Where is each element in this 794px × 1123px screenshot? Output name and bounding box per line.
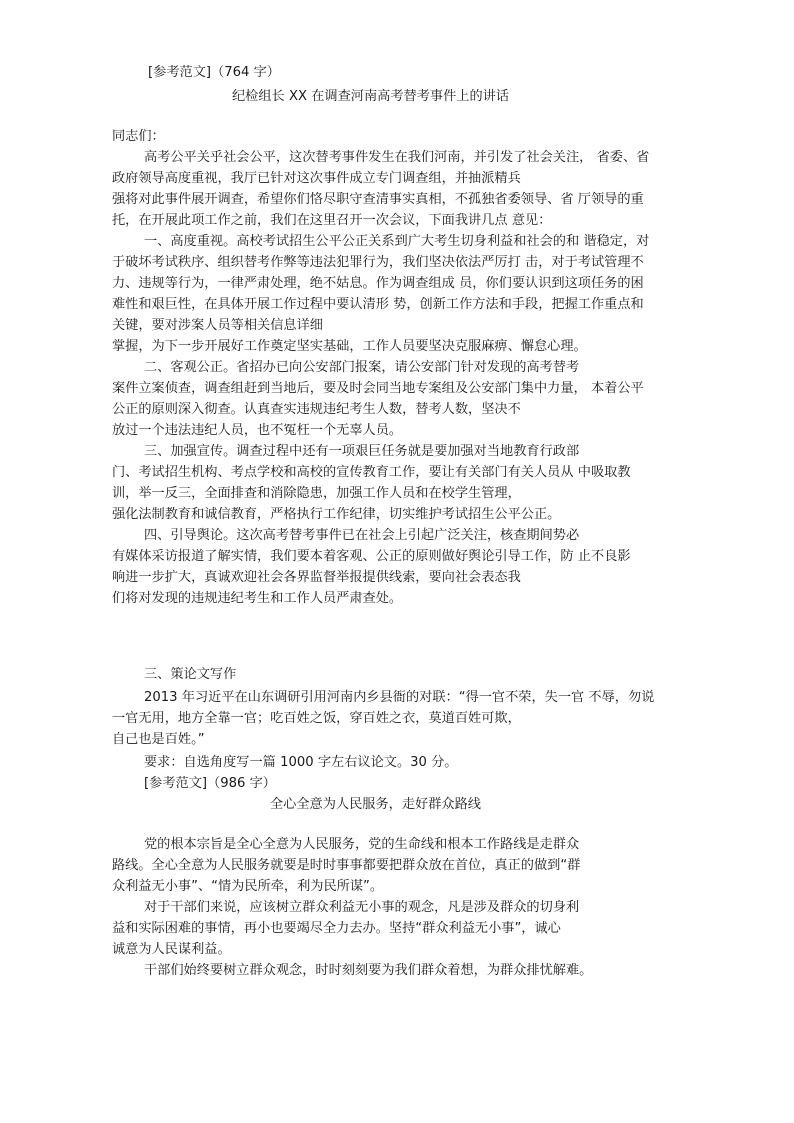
prompt-line: 2013 年习近平在山东调研引用河南内乡县衙的对联：“得一官不荣，失一官 不辱，勿说 <box>144 690 655 705</box>
body-line: 难性和艰巨性，在具体开展工作过程中要认清形 势，创新工作方法和手段，把握工作重点和 <box>112 297 644 312</box>
essay-line: 路线。全心全意为人民服务就要是时时事事都要把群众放在首位，真正的做到“群 <box>112 858 581 873</box>
body-line: 有媒体采访报道了解实情，我们要本着客观、公正的原则做好舆论引导工作，防 止不良影 <box>112 549 631 564</box>
body-line: 强将对此事件展开调查，希望你们恪尽职守查清事实真相，不孤独省委领导、省 厅领导的重 <box>112 192 644 207</box>
body-line: 强化法制教育和诚信教育，严格执行工作纪律，切实维护考试招生公平公正。 <box>112 507 561 522</box>
prompt-line: 自己也是百姓。” <box>112 732 205 747</box>
body-line: 们将对发现的违规违纪考生和工作人员严肃查处。 <box>112 591 403 606</box>
body-line: 二、客观公正。省招办已向公安部门报案，请公安部门针对发现的高考替考 <box>144 360 580 375</box>
speech-title: 纪检组长 XX 在调查河南高考替考事件上的讲话 <box>232 89 510 104</box>
body-line: 政府领导高度重视，我厅已针对这次事件成立专门调查组，并抽派精兵 <box>112 171 521 186</box>
essay-line: 众利益无小事”、“情为民所牵，利为民所谋”。 <box>112 879 384 894</box>
body-line: 高考公平关乎社会公平，这次替考事件发生在我们河南，并引发了社会关注， 省委、省 <box>144 150 650 165</box>
sample-label-2: [参考范文]（986 字） <box>144 776 276 791</box>
body-line: 托，在开展此项工作之前，我们在这里召开一次会议，下面我讲几点 意见： <box>112 213 552 228</box>
essay-line: 益和实际困难的事情，再小也要竭尽全力去办。坚持“群众利益无小事”，诚心 <box>112 921 561 936</box>
body-line: 案件立案侦查，调查组赶到当地后，要及时会同当地专案组及公安部门集中力量， 本着公平 <box>112 381 644 396</box>
essay-line: 对于干部们来说，应该树立群众利益无小事的观念，凡是涉及群众的切身利 <box>144 900 580 915</box>
body-line: 关键，要对涉案人员等相关信息详细 <box>112 318 323 333</box>
salutation: 同志们： <box>112 129 165 144</box>
body-line: 力、违规等行为，一律严肃处理，绝不姑息。作为调查组成 员，你们要认识到这项任务的困 <box>112 276 644 291</box>
body-line: 公正的原则深入彻查。认真查实违规违纪考生人数，替考人数，坚决不 <box>112 402 521 417</box>
essay-line: 党的根本宗旨是全心全意为人民服务，党的生命线和根本工作路线是走群众 <box>144 837 580 852</box>
body-line: 掌握，为下一步开展好工作奠定坚实基础，工作人员要坚决克服麻痹、懈怠心理。 <box>112 339 587 354</box>
sample-label-1: [参考范文]（764 字） <box>148 65 280 80</box>
prompt-line: 一官无用，地方全靠一官；吃百姓之饭，穿百姓之衣，莫道百姓可欺， <box>112 711 521 726</box>
body-line: 三、加强宣传。调查过程中还有一项艰巨任务就是要加强对当地教育行政部 <box>144 444 580 459</box>
body-line: 四、引导舆论。这次高考替考事件已在社会上引起广泛关注，核查期间势必 <box>144 528 580 543</box>
body-line: 门、考试招生机构、考点学校和高校的宣传教育工作，要让有关部门有关人员从 中吸取教 <box>112 465 631 480</box>
body-line: 响进一步扩大，真诚欢迎社会各界监督举报提供线索，要向社会表态我 <box>112 570 521 585</box>
essay-line: 诚意为人民谋利益。 <box>112 942 231 957</box>
body-line: 于破坏考试秩序、组织替考作弊等违法犯罪行为，我们坚决依法严厉打 击，对于考试管理不 <box>112 255 644 270</box>
body-line: 一、高度重视。高校考试招生公平公正关系到广大考生切身利益和社会的和 谐稳定，对 <box>144 234 650 249</box>
body-line: 训，举一反三，全面排查和消除隐患，加强工作人员和在校学生管理， <box>112 486 521 501</box>
section-heading: 三、策论文写作 <box>144 667 237 682</box>
body-line: 放过一个违法违纪人员，也不冤枉一个无辜人员。 <box>112 423 403 438</box>
essay-line: 干部们始终要树立群众观念，时时刻刻要为我们群众着想，为群众排忧解难。 <box>144 963 593 978</box>
requirement: 要求：自选角度写一篇 1000 字左右议论文。30 分。 <box>144 755 458 770</box>
essay-title: 全心全意为人民服务，走好群众路线 <box>270 797 481 812</box>
